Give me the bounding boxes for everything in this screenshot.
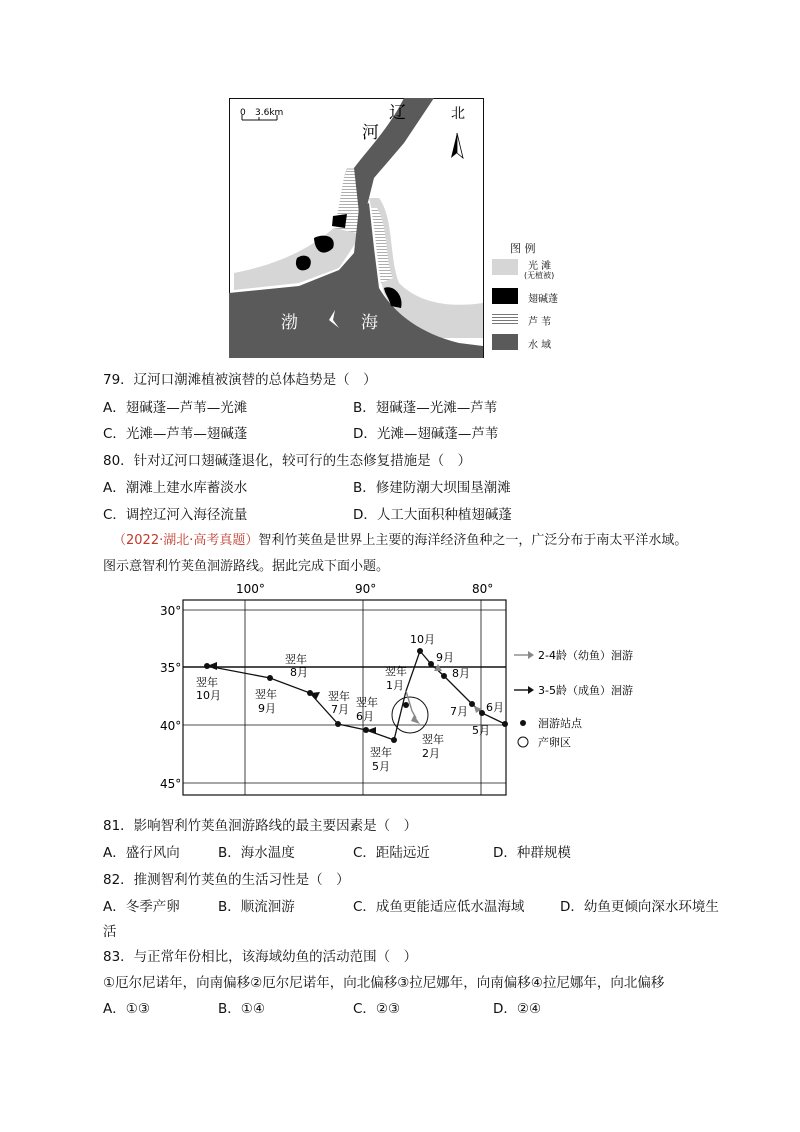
estuary-map [229,98,484,362]
station-label: 2月 [422,747,440,760]
q83-stem: 83．与正常年份相比，该海域幼鱼的活动范围（ ） [103,949,418,965]
intro-text-1: 智利竹荚鱼是世界上主要的海洋经济鱼种之一，广泛分布于南太平洋水域。 [258,533,688,548]
station-label: 翌年 [285,653,307,666]
seepweed-patch [332,214,347,228]
river-label-2: 河 [362,123,379,143]
q83-option-c[interactable]: C．②③ [353,1001,401,1017]
station-point [479,710,485,716]
arrowhead [528,686,534,694]
station-point [428,661,434,667]
station-label: 6月 [486,701,504,714]
lon-label-100: 100° [236,582,265,596]
q79-option-b[interactable]: B．翅碱蓬—光滩—芦苇 [353,400,498,416]
north-label: 北 [451,106,465,122]
legend-adult: 3-5龄（成鱼）洄游 [538,684,633,697]
q83-items: ①厄尔尼诺年，向南偏移②厄尔尼诺年，向北偏移③拉尼娜年，向南偏移④拉尼娜年，向北偏移 [103,975,665,991]
station-label: 7月 [331,703,349,716]
seepweed-patch [296,256,311,271]
legend-juvenile: 2-4龄（幼鱼）洄游 [538,649,633,662]
q79-option-d[interactable]: D．光滩—翅碱蓬—芦苇 [353,426,499,442]
lat-label-45: 45° [160,777,182,791]
legend-item-water [492,330,582,352]
q79-option-a[interactable]: A．翅碱蓬—芦苇—光滩 [103,400,248,416]
q81-option-c[interactable]: C．距陆远近 [353,845,430,861]
q83-option-d[interactable]: D．②④ [493,1001,542,1017]
source-tag: （2022·湖北·高考真题） [113,533,259,548]
station-label: 6月 [356,710,374,723]
q81-option-a[interactable]: A．盛行风向 [103,845,180,861]
station-label: 翌年 [385,665,407,678]
estuary-legend [492,240,582,352]
legend-sublabel: (无植被) [524,271,555,280]
q80-option-b[interactable]: B．修建防潮大坝围垦潮滩 [353,480,511,496]
station-label: 翌年 [255,688,277,701]
station-point [335,721,341,727]
lat-label-40: 40° [160,719,182,733]
q80-option-d[interactable]: D．人工大面积种植翅碱蓬 [353,507,512,523]
legend-station: 洄游站点 [538,717,582,730]
legend-label: 水 域 [528,340,552,351]
legend-spawn: 产卵区 [538,736,571,749]
legend-title: 图 例 [510,242,536,255]
station-point [417,648,423,654]
station-label: 翌年 [328,690,350,703]
station-label: 5月 [472,724,490,737]
station-point [502,721,508,727]
q82-option-c[interactable]: C．成鱼更能适应低水温海域 [353,899,525,915]
legend-station-dot [520,720,526,726]
station-label: 9月 [436,651,454,664]
legend-item-reed [492,308,582,330]
station-label: 7月 [450,705,468,718]
station-label: 1月 [386,679,404,692]
station-label: 8月 [290,666,308,679]
q82-option-d-cont: 活 [103,924,117,940]
q81-option-b[interactable]: B．海水温度 [218,845,295,861]
q82-option-d[interactable]: D．幼鱼更倾向深水环境生 [560,899,719,915]
station-point [307,690,313,696]
legend-item-bare-beach [492,256,582,284]
reed-swatch [492,312,518,326]
q83-option-b[interactable]: B．①④ [218,1001,265,1017]
lon-label-90: 90° [355,582,377,596]
lat-label-30: 30° [160,604,182,618]
sea-label-2: 海 [361,313,378,333]
scale-zero-label: 0 [240,108,246,118]
water-swatch [492,334,518,350]
legend-label: 芦 苇 [528,317,552,328]
station-point [403,702,409,708]
intro-line-2: 图示意智利竹荚鱼洄游路线。据此完成下面小题。 [103,559,390,574]
lat-label-35: 35° [160,661,182,675]
q80-stem: 80．针对辽河口翅碱蓬退化，较可行的生态修复措施是（ ） [103,453,472,469]
station-label: 翌年 [422,733,444,746]
scale-length-label: 3.6km [255,108,284,118]
q81-option-d[interactable]: D．种群规模 [493,845,571,861]
migration-map [150,578,640,812]
q79-option-c[interactable]: C．光滩—芦苇—翅碱蓬 [103,426,248,442]
q80-option-c[interactable]: C．调控辽河入海径流量 [103,507,248,523]
station-label: 翌年 [370,746,392,759]
arrowhead [528,651,534,659]
legend-label: 光 滩 [528,261,552,272]
station-point [441,673,447,679]
q82-option-a[interactable]: A．冬季产卵 [103,899,180,915]
intro-line-1 [113,531,687,551]
river-label-1: 辽 [389,103,406,123]
station-point [391,737,397,743]
seepweed-swatch [492,288,518,304]
station-label: 10月 [196,689,221,702]
legend-label: 翅碱蓬 [528,294,558,305]
station-point [363,727,369,733]
station-point [469,701,475,707]
q79-stem: 79．辽河口潮滩植被演替的总体趋势是（ ） [103,372,377,388]
q82-stem: 82．推测智利竹荚鱼的生活习性是（ ） [103,872,350,888]
station-label: 8月 [452,667,470,680]
station-label: 9月 [258,702,276,715]
legend-spawn-circle [518,737,528,747]
station-point [204,663,210,669]
legend-item-seepweed [492,284,582,308]
station-label: 5月 [372,760,390,773]
sea-label-1: 渤 [281,313,298,333]
bare-beach-swatch [492,259,518,275]
q81-stem: 81．影响智利竹荚鱼洄游路线的最主要因素是（ ） [103,818,418,834]
station-label: 翌年 [196,676,218,689]
q80-option-a[interactable]: A．潮滩上建水库蓄淡水 [103,480,248,496]
q82-option-b[interactable]: B．顺流洄游 [218,899,295,915]
lon-label-80: 80° [472,582,494,596]
q83-option-a[interactable]: A．①③ [103,1001,150,1017]
station-point [267,675,273,681]
station-label: 翌年 [356,696,378,709]
station-label: 10月 [410,633,435,646]
